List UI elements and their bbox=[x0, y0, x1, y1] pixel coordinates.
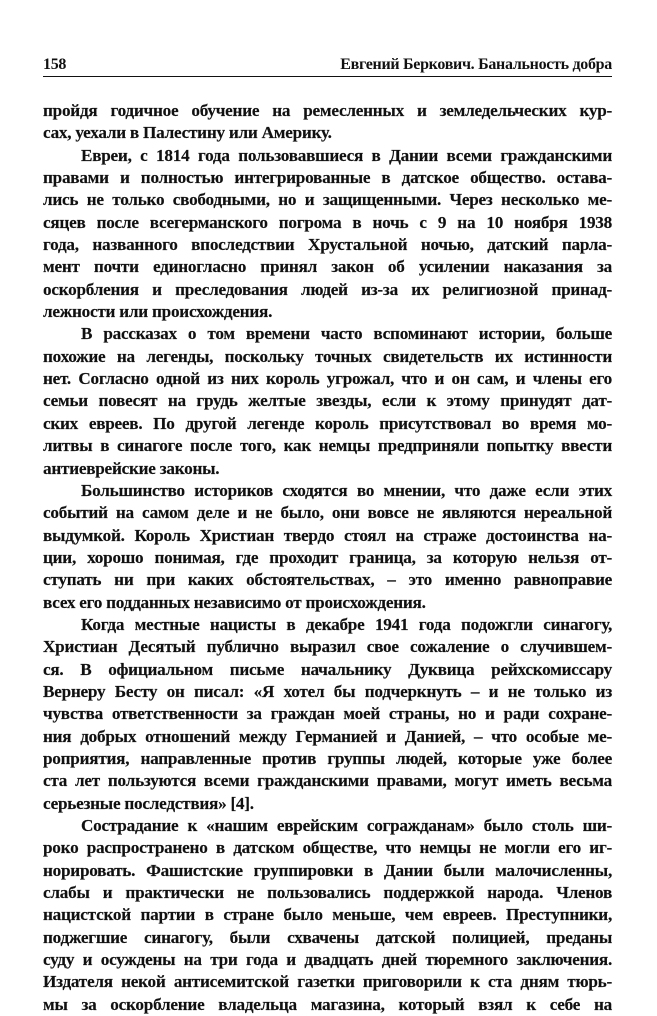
text-line: мы за оскорбление владельца магазина, который взял к себе на bbox=[43, 994, 612, 1014]
running-head-title: Евгений Беркович. Банальность добра bbox=[340, 56, 612, 73]
text-line: Евреи, с 1814 года пользовавшиеся в Дании всеми гражданскими bbox=[81, 145, 612, 165]
paragraph bbox=[43, 614, 612, 815]
text-line: Издателя некой антисемитской газетки приговорили к ста дням тюрь- bbox=[43, 972, 612, 992]
text-line: антиеврейские законы. bbox=[43, 458, 220, 478]
text-line: роко распространено в датском обществе, что немцы не могли его иг- bbox=[43, 838, 612, 858]
text-line: похожие на легенды, поскольку точных свидетельств их истинности bbox=[43, 346, 612, 366]
text-line: Когда местные нацисты в декабре 1941 года подожгли синагогу, bbox=[81, 614, 612, 634]
paragraph bbox=[43, 815, 612, 1016]
text-line: событий на самом деле и не было, они вовсе не являются нереальной bbox=[43, 503, 612, 523]
text-line: литвы в синагоге после того, как немцы предприняли попытку ввести bbox=[43, 436, 612, 456]
text-line: Христиан Десятый публично выразил свое сожаление о случившем- bbox=[43, 637, 612, 657]
text-line: норировать. Фашистские группировки в Дании были малочисленны, bbox=[43, 860, 612, 880]
paragraph bbox=[43, 145, 612, 324]
paragraph bbox=[43, 100, 612, 145]
text-line: нет. Согласно одной из них король угрожал, что и он сам, и члены его bbox=[43, 369, 612, 389]
text-line: слабы и практически не пользовались поддержкой народа. Членов bbox=[43, 883, 612, 903]
text-line: В рассказах о том времени часто вспоминают истории, больше bbox=[81, 324, 612, 344]
running-head bbox=[43, 56, 612, 77]
text-line: нацистской партии в стране было меньше, чем евреев. Преступники, bbox=[43, 905, 612, 925]
paragraph bbox=[43, 323, 612, 479]
text-line: суду и осуждены на три года и двадцать дней тюремного заключения. bbox=[43, 950, 612, 970]
text-line: мент почти единогласно принял закон об усилении наказания за bbox=[43, 257, 612, 277]
body-text bbox=[43, 100, 612, 1016]
text-line: правами и полностью интегрированные в датское общество. остава- bbox=[43, 168, 612, 188]
page-number: 158 bbox=[43, 56, 67, 73]
text-line: ста лет пользуются всеми гражданскими правами, могут иметь весьма bbox=[43, 771, 612, 791]
text-line: сах, уехали в Палестину или Америку. bbox=[43, 123, 332, 143]
text-line: ских евреев. По другой легенде король присутствовал во время мо- bbox=[43, 413, 612, 433]
text-line: ния добрых отношений между Германией и Данией, – что особые ме- bbox=[43, 726, 612, 746]
text-line: лежности или происхождения. bbox=[43, 302, 273, 322]
text-line: ся. В официальном письме начальнику Дуквица рейхскомиссару bbox=[43, 659, 612, 679]
text-line: серьезные последствия» [4]. bbox=[43, 793, 254, 813]
text-line: Сострадание к «нашим еврейским согражданам» было столь ши- bbox=[81, 816, 612, 835]
paragraph bbox=[43, 480, 612, 614]
text-line: сяцев после всегерманского погрома в ночь с 9 на 10 ноября 1938 bbox=[43, 212, 612, 232]
text-line: выдумкой. Король Христиан твердо стоял на страже достоинства на- bbox=[43, 525, 612, 545]
text-line: ступать ни при каких обстоятельствах, – это именно равноправие bbox=[43, 570, 612, 590]
text-line: года, названного впоследствии Хрустальной ночью, датский парла- bbox=[43, 235, 612, 255]
text-line: чувства ответственности за граждан моей страны, но и ради сохране- bbox=[43, 704, 612, 724]
text-line: всех его подданных независимо от происхождения. bbox=[43, 592, 426, 612]
text-line: Большинство историков сходятся во мнении, что даже если этих bbox=[81, 480, 612, 500]
text-line: пройдя годичное обучение на ремесленных и земледельческих кур- bbox=[43, 101, 612, 120]
text-line: семьи повесят на грудь желтые звезды, если к этому принудят дат- bbox=[43, 391, 612, 411]
text-line: Вернеру Бесту он писал: «Я хотел бы подчеркнуть – и не только из bbox=[43, 681, 612, 701]
text-line: оскорбления и преследования людей из-за их религиозной принад- bbox=[43, 279, 612, 299]
text-line: роприятия, направленные против группы людей, которые уже более bbox=[43, 748, 612, 768]
text-line: поджегшие синагогу, были схвачены датской полицией, преданы bbox=[43, 927, 612, 947]
text-line: лись не только свободными, но и защищенными. Через несколько ме- bbox=[43, 190, 612, 210]
text-line: ции, хорошо понимая, где проходит граница, за которую нельзя от- bbox=[43, 547, 612, 567]
